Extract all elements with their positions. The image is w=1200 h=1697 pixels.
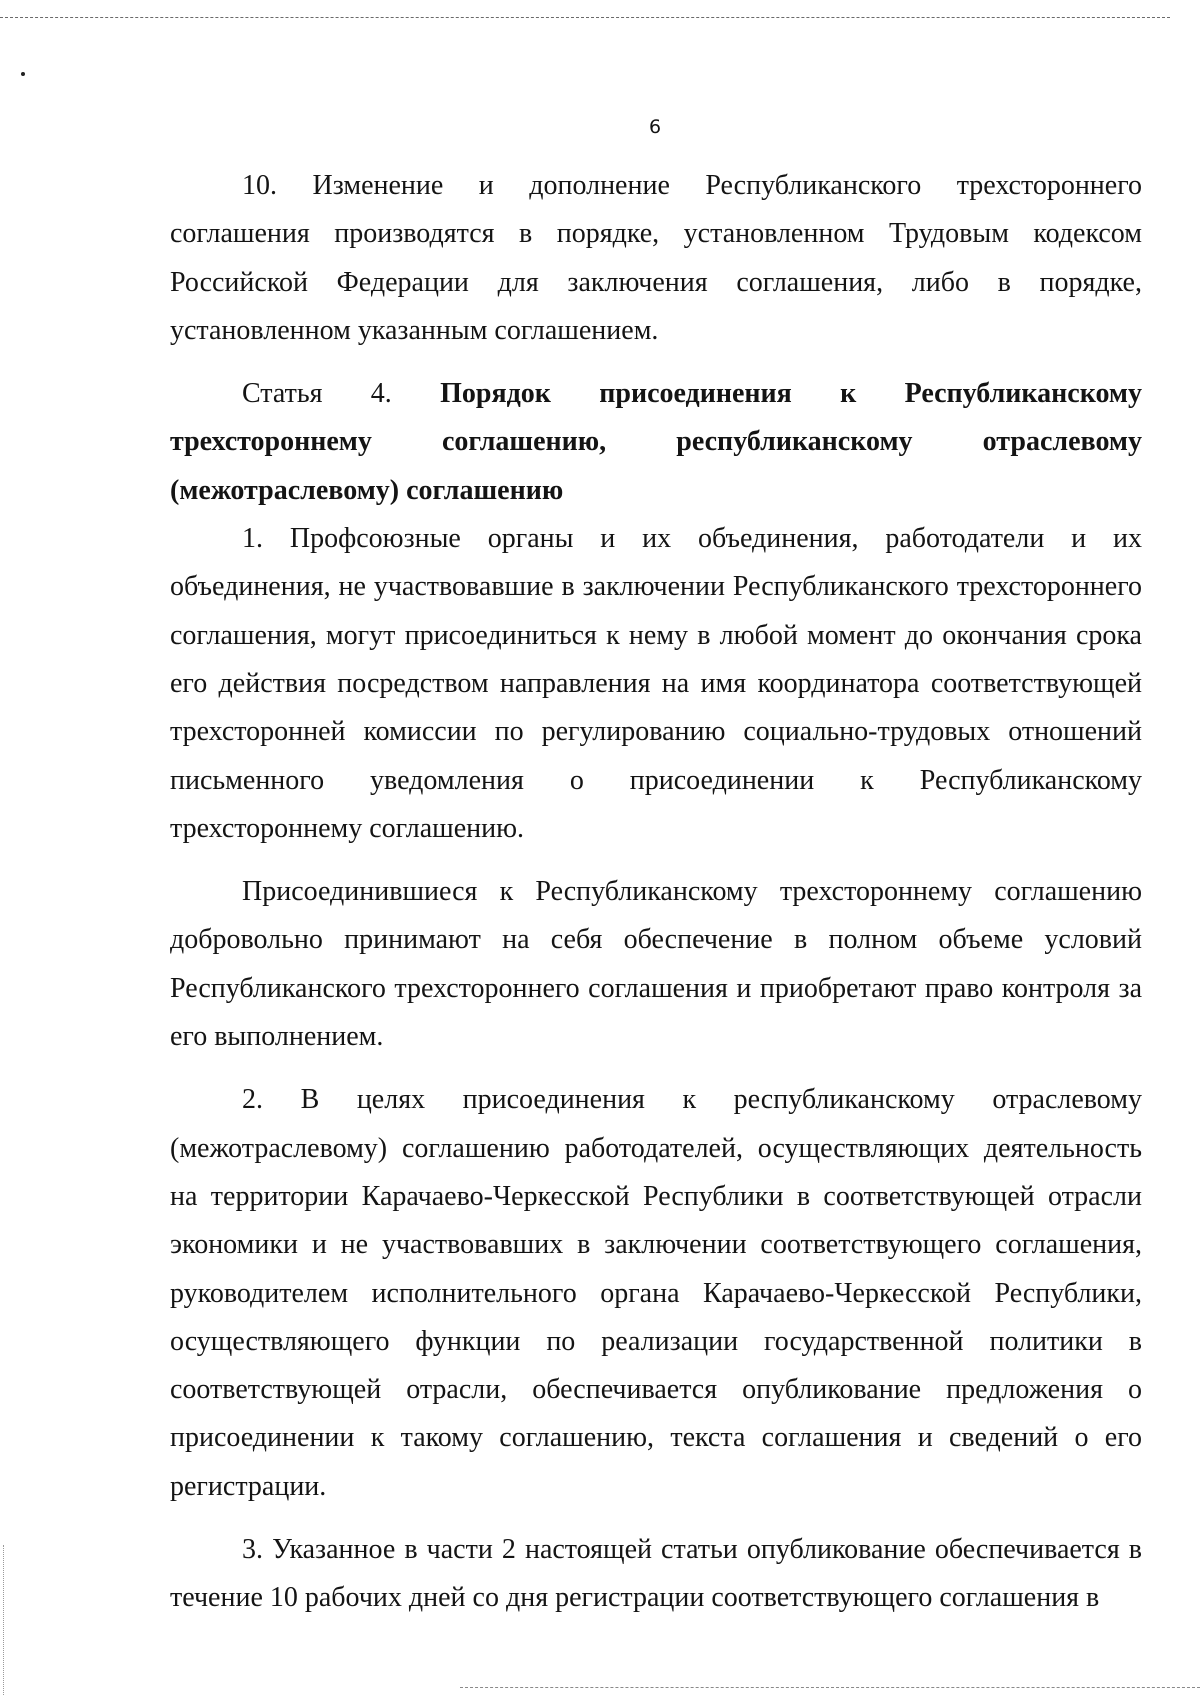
document-body	[170, 162, 1142, 1623]
article-4-heading	[170, 370, 1142, 515]
paragraph-2: 2. В целях присоединения к республиканскому отраслевому (межотраслевому) соглашению работодателей, осуществляющих деятельность на территории Карачаево-Черкесской Республики в соответствующей отрасли экономики и не участвовавших в заключении соответствующего соглашения, руководителем исполнительного органа Карачаево-Черкесской Республики, осуществляющего функции по реализации государственной политики в соответствующей отрасли, обеспечивается опубликование предложения о присоединении к такому соглашению, текста соглашения и сведений о его регистрации.	[170, 1084, 1142, 1502]
scan-speck	[21, 72, 25, 76]
paragraph-1: 1. Профсоюзные органы и их объединения, работодатели и их объединения, не участвовавшие в заключении Республиканского трехстороннего соглашения, могут присоединиться к нему в любой момент до окончания срока его действия посредством направления на имя координатора соответствующей трехсторонней комиссии по регулированию социально-трудовых отношений письменного уведомления о присоединении к Республиканскому трехстороннему соглашению.	[170, 523, 1142, 844]
paragraph-3: 3. Указанное в части 2 настоящей статьи опубликование обеспечивается в течение 10 рабочих дней со дня регистрации соответствующего соглашения в	[170, 1534, 1142, 1614]
paragraph-1-continuation: Присоединившиеся к Республиканскому трехстороннему соглашению добровольно принимают на себя обеспечение в полном объеме условий Республиканского трехстороннего соглашения и приобретают право контроля за его выполнением.	[170, 876, 1142, 1053]
paragraph-10: 10. Изменение и дополнение Республиканского трехстороннего соглашения производятся в порядке, установленном Трудовым кодексом Российской Федерации для заключения соглашения, либо в порядке, установленном указанным соглашением.	[170, 170, 1142, 346]
scan-border-bottom	[460, 1687, 1200, 1688]
page-number: 6	[648, 116, 662, 138]
scan-border-top	[0, 17, 1170, 18]
article-label: Статья 4.	[242, 378, 392, 410]
article-title: Порядок присоединения к Республиканскому трехстороннему соглашению, республиканскому отраслевому (межотраслевому) соглашению	[170, 378, 1143, 506]
scan-border-left	[3, 1545, 4, 1695]
